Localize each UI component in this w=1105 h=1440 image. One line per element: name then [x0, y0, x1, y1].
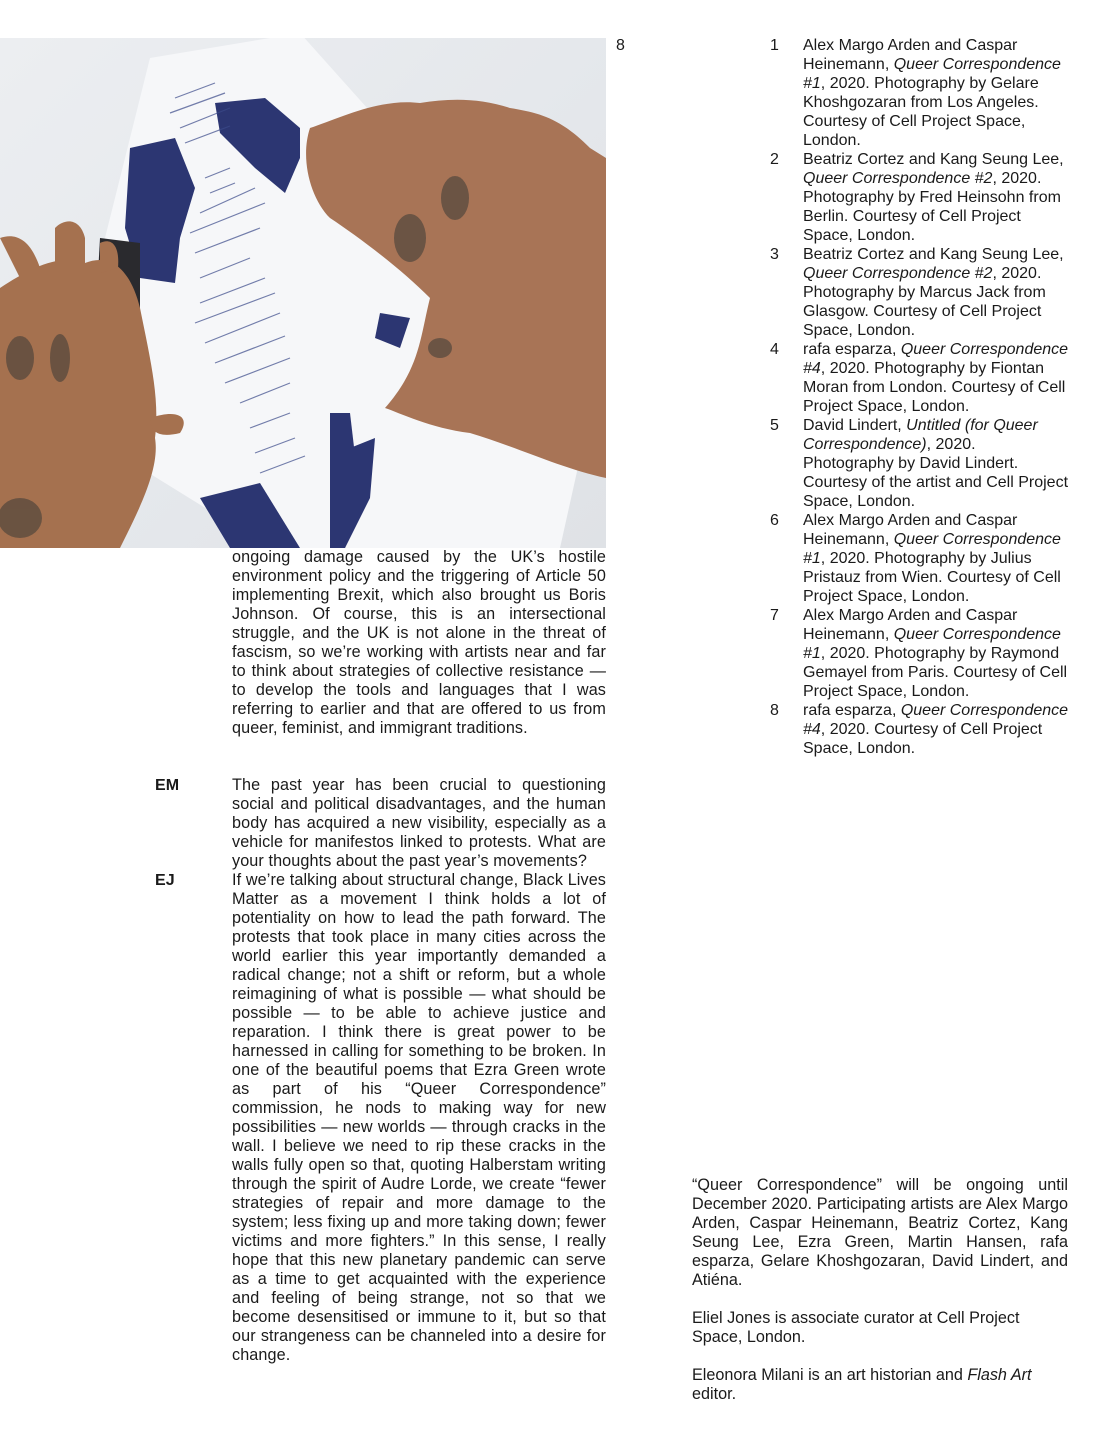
caption-credit: rafa esparza, — [803, 341, 901, 358]
caption-details: , 2020. Photography by Marcus Jack from Glasgow. Courtesy of Cell Project Space, London. — [803, 265, 1046, 339]
caption-details: , 2020. Photography by Raymond Gemayel from Paris. Courtesy of Cell Project Space, London. — [803, 645, 1068, 700]
caption-item — [770, 701, 1070, 758]
artwork-photo — [0, 38, 606, 548]
caption-details: , 2020. Photography by Fiontan Moran from London. Courtesy of Cell Project Space, London. — [803, 360, 1066, 415]
caption-number: 7 — [770, 607, 779, 624]
exchange-ej — [155, 871, 606, 1365]
caption-number: 6 — [770, 512, 779, 529]
page-number: 8 — [616, 37, 625, 54]
caption-title: Queer Correspondence #4 — [803, 702, 1069, 738]
caption-credit: Alex Margo Arden and Caspar Heinemann, — [803, 607, 1018, 643]
caption-number: 4 — [770, 341, 779, 358]
question-text: The past year has been crucial to questioning social and political disadvantages, and the human body has acquired a new visibility, especially as a vehicle for manifestos linked to protests. What are your thoughts about the past year’s movements? — [232, 776, 606, 870]
caption-title: Queer Correspondence #2 — [803, 170, 993, 187]
bio-eliel-jones: Eliel Jones is associate curator at Cell Project Space, London. — [692, 1309, 1020, 1346]
caption-credit: Beatriz Cortez and Kang Seung Lee, — [803, 246, 1064, 263]
caption-item — [770, 340, 1070, 416]
bio-eleonora-milani — [692, 1366, 1068, 1404]
caption-item — [770, 606, 1070, 701]
speaker-label: EM — [155, 777, 180, 794]
caption-details: , 2020. Photography by Gelare Khoshgozaran from Los Angeles. Courtesy of Cell Project Space, London. — [803, 75, 1039, 149]
end-notes — [692, 1176, 1068, 1423]
answer-text: If we’re talking about structural change, Black Lives Matter as a movement I think holds a lot of potentiality on how to lead the path forward. The protests that took place in many cities across the world earlier this year importantly demanded a radical change; not a shift or reform, but a whole reimagining of what is possible — what should be possible — to be able to achieve justice and reparation. I think there is great power to be harnessed in calling for something to be broken. In one of the beautiful poems that Ezra Green wrote as part of his “Queer Correspondence” commission, he nods to making way for new possibilities — new worlds — through cracks in the wall. I believe we need to rip these cracks in the walls fully open so that, quoting Halberstam writing through the spirit of Audre Lorde, we create “fewer strategies of repair and more damage to the system; less fixing up and more taking down; fewer victims and more fighters.” In this sense, I really hope that this new planetary pandemic can serve as a time to get acquainted with the experience and feeling of being strange, not so that we become desensitised or immune to it, but so that our strangeness can be channeled into a desire for change. — [232, 871, 606, 1364]
caption-number: 8 — [770, 702, 779, 719]
continuation-paragraph: ongoing damage caused by the UK’s hostile environment policy and the triggering of Article 50 implementing Brexit, which also brought us Boris Johnson. Of course, this is an intersectional struggle, and the UK is not alone in the threat of fascism, so we’re working with artists near and far to think about strategies of collective resistance — to develop the tools and languages that I was referring to earlier and that are offered to us from queer, feminist, and immigrant traditions. — [232, 548, 606, 737]
caption-title: Queer Correspondence #2 — [803, 265, 993, 282]
caption-title: Untitled (for Queer Correspondence) — [803, 417, 1038, 453]
spacer — [232, 738, 606, 757]
caption-credit: David Lindert, — [803, 417, 907, 434]
bio-text-end: editor. — [692, 1385, 737, 1403]
image-captions — [770, 36, 1070, 758]
caption-title: Queer Correspondence #1 — [803, 531, 1061, 567]
caption-details: , 2020. Photography by David Lindert. Courtesy of the artist and Cell Project Space, London. — [803, 436, 1069, 510]
caption-number: 1 — [770, 37, 779, 54]
caption-title: Queer Correspondence #1 — [803, 626, 1061, 662]
caption-number: 5 — [770, 417, 779, 434]
caption-number: 3 — [770, 246, 779, 263]
caption-number: 2 — [770, 151, 779, 168]
ongoing-note: “Queer Correspondence” will be ongoing until December 2020. Participating artists are Alex Margo Arden, Caspar Heinemann, Beatriz Cortez, Kang Seung Lee, Ezra Green, Martin Hansen, rafa esparza, Gelare Khoshgozaran, David Lindert, and Atiéna. — [692, 1176, 1068, 1289]
caption-title: Queer Correspondence #1 — [803, 56, 1061, 92]
spacer — [232, 757, 606, 776]
bio-text: Eleonora Milani is an art historian and — [692, 1366, 968, 1384]
caption-item — [770, 511, 1070, 606]
left-finger — [55, 221, 85, 268]
caption-details: , 2020. Photography by Julius Pristauz from Wien. Courtesy of Cell Project Space, London. — [803, 550, 1061, 605]
speaker-label: EJ — [155, 872, 175, 889]
caption-item — [770, 150, 1070, 245]
caption-credit: Alex Margo Arden and Caspar Heinemann, — [803, 512, 1018, 548]
caption-details: , 2020. Photography by Fred Heinsohn from Berlin. Courtesy of Cell Project Space, London. — [803, 170, 1061, 244]
publication-title: Flash Art — [967, 1366, 1032, 1384]
caption-details: , 2020. Courtesy of Cell Project Space, London. — [803, 721, 1043, 757]
caption-item — [770, 416, 1070, 511]
interview-column — [155, 548, 606, 1365]
caption-credit: Alex Margo Arden and Caspar Heinemann, — [803, 37, 1018, 73]
photo-hands-on-poem-print-icon — [0, 38, 606, 548]
caption-credit: rafa esparza, — [803, 702, 901, 719]
caption-item — [770, 36, 1070, 150]
caption-item — [770, 245, 1070, 340]
caption-title: Queer Correspondence #4 — [803, 341, 1069, 377]
exchange-em — [155, 776, 606, 871]
caption-credit: Beatriz Cortez and Kang Seung Lee, — [803, 151, 1064, 168]
